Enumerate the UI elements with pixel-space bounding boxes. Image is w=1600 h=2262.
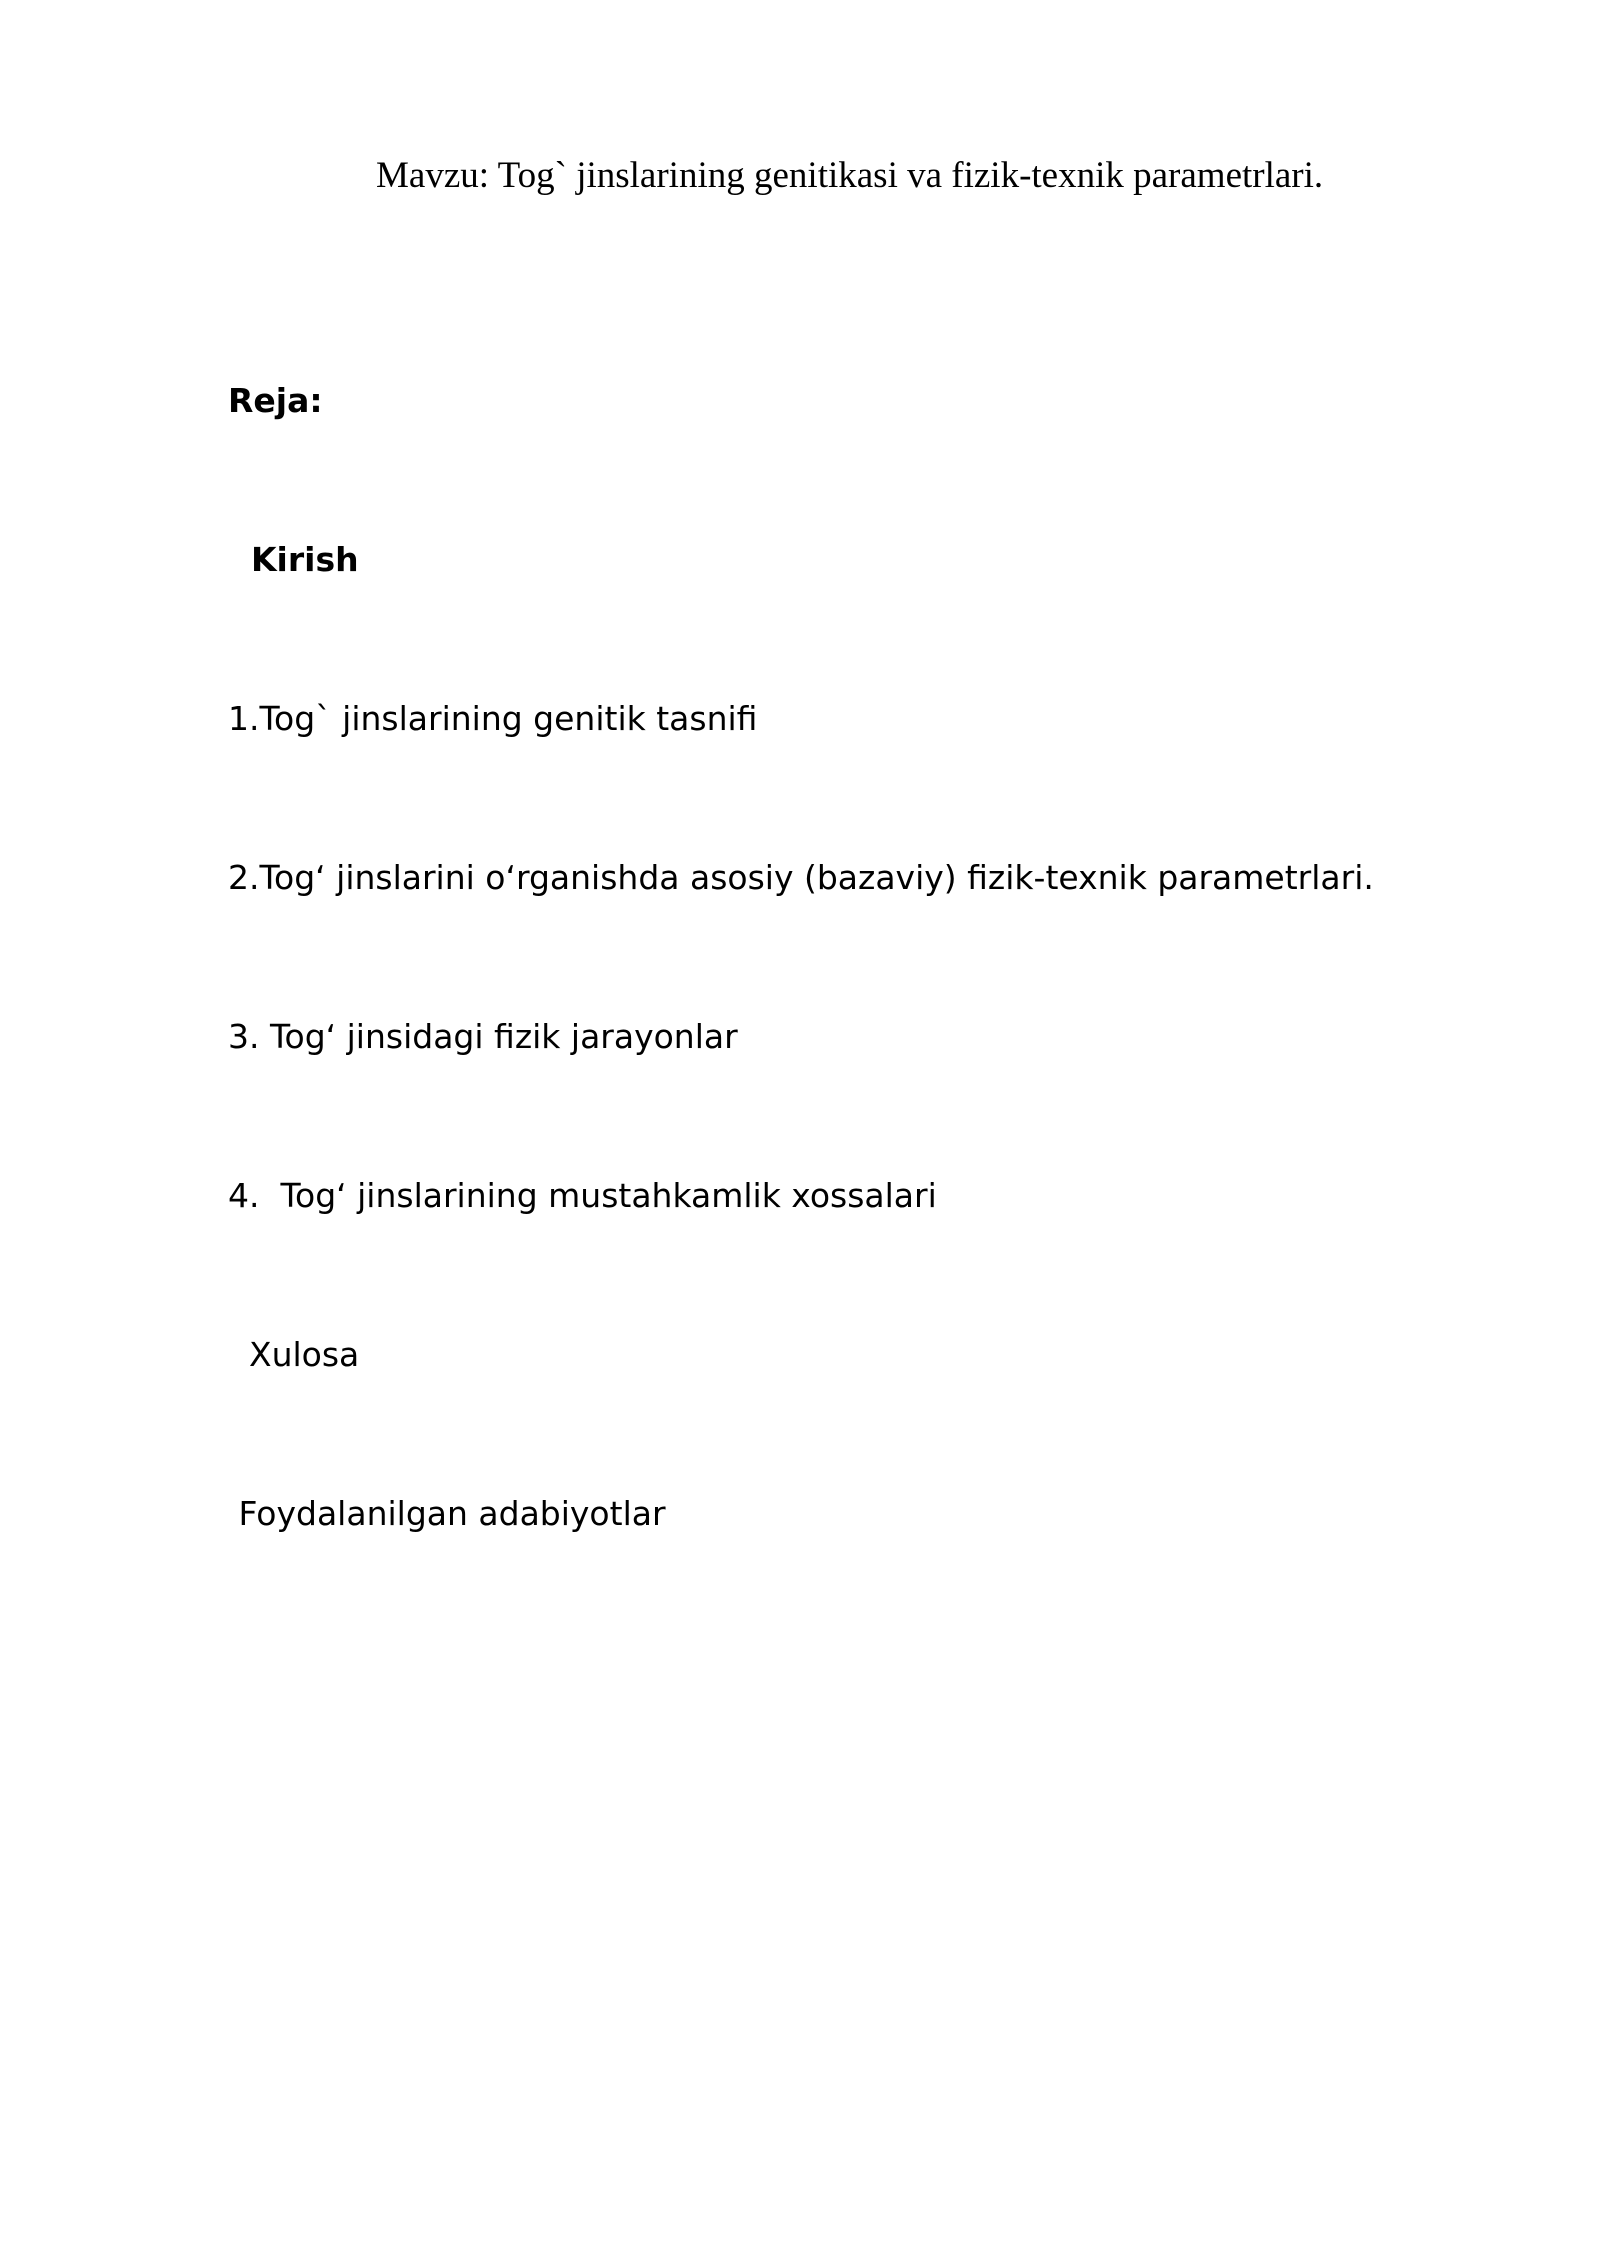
plan-heading: Reja: xyxy=(228,381,323,420)
document-title: Mavzu: Tog` jinslarining genitikasi va fizik-texnik parametrlari. xyxy=(376,155,1324,196)
plan-item-3: 3. Tog‘ jinsidagi fizik jarayonlar xyxy=(228,1017,738,1056)
plan-item-2: 2.Tog‘ jinslarini o‘rganishda asosiy (bazaviy) fizik-texnik parametrlari. xyxy=(228,858,1374,897)
plan-section xyxy=(228,268,1374,1646)
plan-item-references: Foydalanilgan adabiyotlar xyxy=(228,1494,666,1533)
plan-item-1: 1.Tog` jinslarining genitik tasnifi xyxy=(228,699,758,738)
plan-item-conclusion: Xulosa xyxy=(228,1335,360,1374)
plan-item-intro: Kirish xyxy=(228,540,359,579)
plan-item-4: 4. Tog‘ jinslarining mustahkamlik xossalari xyxy=(228,1176,937,1215)
